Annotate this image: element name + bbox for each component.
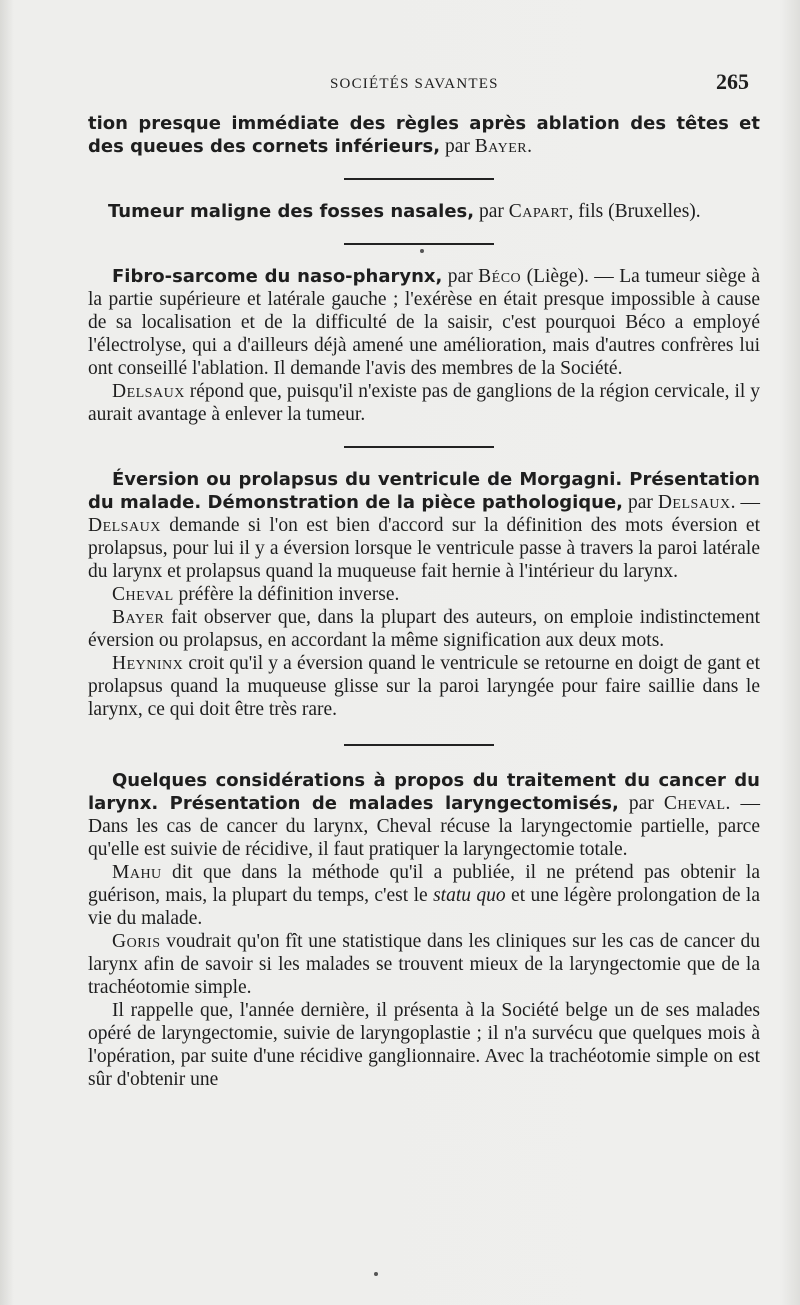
speaker-name: Heyninx — [112, 653, 184, 674]
speaker-name: Goris — [112, 931, 161, 952]
paragraph: Goris voudrait qu'on fît une statistique dans les cliniques sur les cas de cancer du larynx afin de savoir si les malades se trouvent mieux de la laryngectomie que de la trachéotomie simple. — [88, 931, 760, 998]
paragraph: Mahu dit que dans la méthode qu'il a publiée, il ne prétend pas obtenir la guérison, mais, la plupart du temps, c'est le statu quo et une légère prolongation de la vie du malade. — [88, 862, 760, 929]
section-title: tion presque immédiate des règles après ablation des têtes et des queues des cornets inférieurs, — [88, 113, 760, 157]
section-eversion — [88, 468, 760, 721]
section-title: Éversion ou prolapsus du ventricule de Morgagni. Présentation du malade. Démonstration de la pièce pathologique, — [88, 469, 760, 513]
section-title: Quelques considérations à propos du traitement du cancer du larynx. Présentation de malades laryngectomisés, — [88, 770, 760, 814]
section-cancer-larynx — [88, 769, 760, 1091]
paragraph: Delsaux répond que, puisqu'il n'existe pas de ganglions de la région cervicale, il y aurait avantage à enlever la tumeur. — [88, 381, 760, 425]
section-divider — [88, 721, 760, 769]
section-fibro-sarcome — [88, 265, 760, 426]
page-header — [0, 60, 800, 96]
section-divider — [88, 158, 760, 200]
paragraph: Tumeur maligne des fosses nasales, par Capart, fils (Bruxelles). — [108, 201, 701, 222]
paragraph: Bayer fait observer que, dans la plupart des auteurs, on emploie indistinctement éversion ou prolapsus, en accordant la même signification aux deux mots. — [88, 607, 760, 651]
section-tumeur — [88, 200, 760, 223]
section-title: Tumeur maligne des fosses nasales, — [108, 201, 475, 222]
section-divider — [88, 223, 760, 265]
paragraph: Cheval préfère la définition inverse. — [112, 584, 400, 605]
speaker-name: Cheval — [112, 584, 174, 605]
author-name: Béco — [478, 266, 522, 287]
paragraph: Éversion ou prolapsus du ventricule de Morgagni. Présentation du malade. Démonstration de la pièce pathologique, par Delsaux. — Delsaux demande si l'on est bien d'accord sur la définition des mots éversion et prolapsus, pour lui il y a éversion lorsque le ventricule passe à travers la paroi latérale du larynx et prolapsus quand la muqueuse fait hernie à l'intérieur du larynx. — [88, 469, 760, 582]
speaker-name: Bayer — [112, 607, 165, 628]
author-name: Capart — [508, 201, 569, 222]
paragraph: Quelques considérations à propos du traitement du cancer du larynx. Présentation de malades laryngectomisés, par Cheval. — Dans les cas de cancer du larynx, Cheval récuse la laryngectomie partielle, parce qu'elle est suivie de récidive, il faut pratiquer la laryngectomie totale. — [88, 770, 761, 860]
author-name: Cheval — [663, 793, 726, 814]
author-name: Bayer — [474, 136, 528, 157]
running-title: SOCIÉTÉS SAVANTES — [330, 76, 499, 92]
paragraph: Il rappelle que, l'année dernière, il présenta à la Société belge un de ses malades opéré de laryngectomie, suivie de laryngoplastie ; il n'a survécu que quelques mois à l'opération, par suite d'une récidive ganglionnaire. Avec la trachéotomie simple on est sûr d'obtenir une — [88, 1000, 760, 1090]
speaker-name: Delsaux — [88, 515, 161, 536]
author-name: Delsaux — [657, 492, 731, 513]
paragraph: Fibro-sarcome du naso-pharynx, par Béco (Liège). — La tumeur siège à la partie supérieure et latérale gauche ; l'exérèse en était presque impossible à cause de sa localisation et de la difficulté de la saisir, c'est pourquoi Béco a employé l'électrolyse, qui a d'ailleurs déjà amené une amélioration, mais d'autres confrères lui ont conseillé l'ablation. Il demande l'avis des membres de la Société. — [88, 266, 760, 379]
section-divider — [88, 426, 760, 468]
page-number: 265 — [716, 69, 749, 94]
paragraph: Heyninx croit qu'il y a éversion quand le ventricule se retourne en doigt de gant et prolapsus quand la muqueuse glisse sur la paroi laryngée pour faire saillie dans le larynx, ce qui doit être très rare. — [88, 653, 760, 720]
print-speck — [374, 1272, 378, 1276]
section-cornets — [88, 112, 760, 158]
paragraph: tion presque immédiate des règles après ablation des têtes et des queues des cornets inférieurs, par Bayer. — [88, 113, 760, 157]
section-title: Fibro-sarcome du naso-pharynx, — [112, 266, 443, 287]
speaker-name: Delsaux — [112, 381, 185, 402]
speaker-name: Mahu — [112, 862, 162, 883]
page-body — [88, 112, 760, 1091]
italic-phrase: statu quo — [433, 885, 506, 906]
